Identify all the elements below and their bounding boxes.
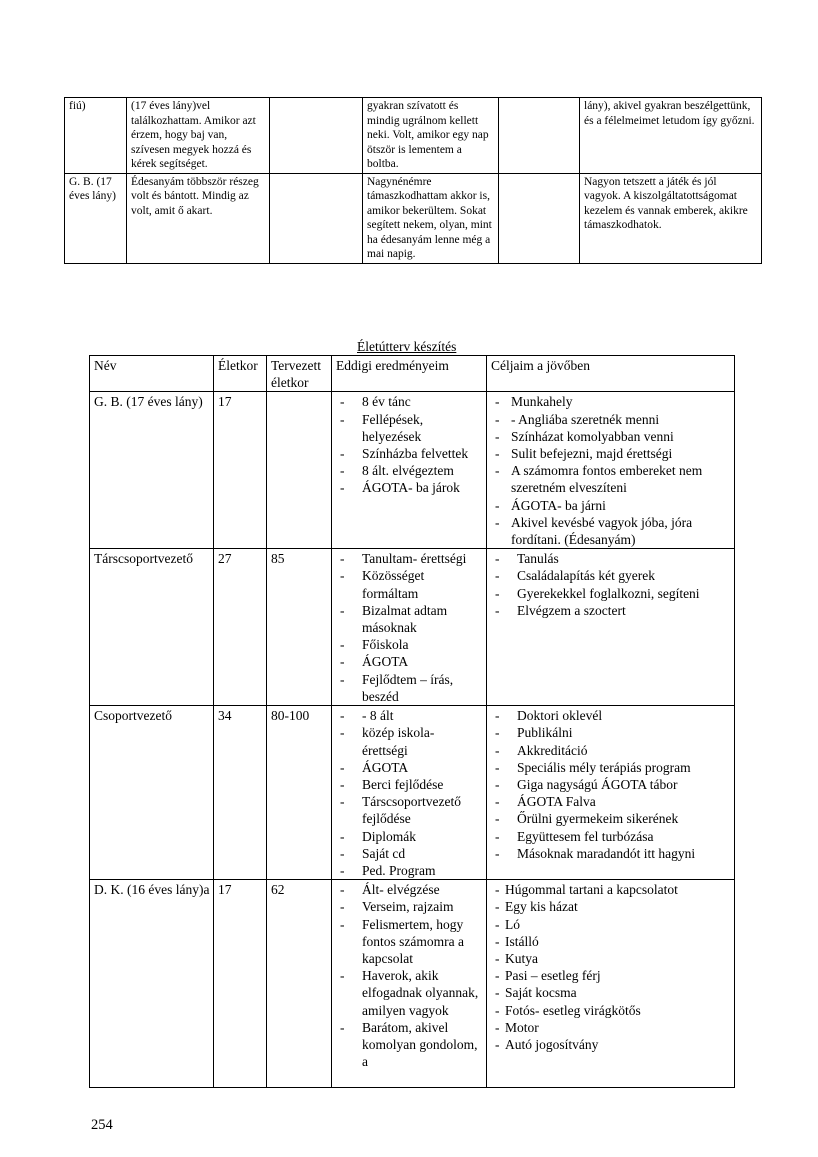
list-item: - Fellépések, helyezések <box>336 411 483 445</box>
results-list <box>336 393 483 496</box>
list-item: - Pasi – esetleg férj <box>491 967 731 984</box>
goals-cell <box>487 880 735 1088</box>
table-cell: Édesanyám többször részeg volt és bántott. Mindig az volt, amit ő akart. <box>127 173 270 263</box>
list-item: - Családalapítás két gyerek <box>491 567 731 584</box>
table-cell: gyakran szívatott és mindig ugrálnom kellett neki. Volt, amikor egy nap ötször is lementem a boltba. <box>363 98 499 174</box>
list-item: - Ló <box>491 916 731 933</box>
page-number: 254 <box>91 1117 113 1133</box>
list-item: - Doktori oklevél <box>491 707 731 724</box>
list-item: - Gyerekekkel foglalkozni, segíteni <box>491 585 731 602</box>
row-name: Társcsoportvezető <box>90 549 214 706</box>
header-goals: Céljaim a jövőben <box>487 356 735 392</box>
list-item: - Közösséget formáltam <box>336 567 483 601</box>
list-item: - ÁGOTA Falva <box>491 793 731 810</box>
list-item: - Főiskola <box>336 636 483 653</box>
list-item: - Színházba felvettek <box>336 445 483 462</box>
row-planned-age: 85 <box>267 549 332 706</box>
list-item: - ÁGOTA <box>336 653 483 670</box>
table-cell <box>499 98 580 174</box>
list-item: - Motor <box>491 1019 731 1036</box>
list-item: - Elvégzem a szoctert <box>491 602 731 619</box>
list-item: - A számomra fontos embereket nem szeretném elveszíteni <box>491 462 731 496</box>
list-item: - Tanulás <box>491 550 731 567</box>
row-age: 27 <box>214 549 267 706</box>
header-results: Eddigi eredményeim <box>332 356 487 392</box>
table-row <box>90 392 735 549</box>
goals-list <box>491 550 731 619</box>
list-item: - Haverok, akik elfogadnak olyannak, amilyen vagyok <box>336 967 483 1019</box>
row-age: 17 <box>214 392 267 549</box>
table-cell: Nagynénémre támaszkodhattam akkor is, amikor bekerültem. Sokat segített nekem, olyan, mint ha édesanyám lenne még a mai napig. <box>363 173 499 263</box>
results-list <box>336 707 483 879</box>
goals-cell <box>487 706 735 880</box>
list-item: - Tanultam- érettségi <box>336 550 483 567</box>
row-age: 17 <box>214 880 267 1088</box>
results-cell <box>332 392 487 549</box>
list-item: - Felismertem, hogy fontos számomra a kapcsolat <box>336 916 483 968</box>
list-item: - ÁGOTA <box>336 759 483 776</box>
results-cell <box>332 549 487 706</box>
list-item: - Saját kocsma <box>491 984 731 1001</box>
table-row <box>65 173 762 263</box>
list-item: - Verseim, rajzaim <box>336 898 483 915</box>
list-item: - Húgommal tartani a kapcsolatot <box>491 881 731 898</box>
life-plan-table <box>89 355 735 1088</box>
table-row <box>90 880 735 1088</box>
list-item: - ÁGOTA- ba járni <box>491 497 731 514</box>
list-item: - Kutya <box>491 950 731 967</box>
list-item: - Ped. Program <box>336 862 483 879</box>
list-item: - Egy kis házat <box>491 898 731 915</box>
table-row <box>90 549 735 706</box>
list-item: - Bizalmat adtam másoknak <box>336 602 483 636</box>
row-planned-age: 62 <box>267 880 332 1088</box>
list-item: - 8 év tánc <box>336 393 483 410</box>
goals-cell <box>487 392 735 549</box>
list-item: - Akkreditáció <box>491 742 731 759</box>
row-planned-age <box>267 392 332 549</box>
goals-list <box>491 393 731 548</box>
table-cell <box>270 173 363 263</box>
results-list <box>336 550 483 705</box>
table-cell: (17 éves lány)vel találkozhattam. Amikor azt érzem, hogy baj van, szívesen megyek hozzá és kérek segítséget. <box>127 98 270 174</box>
list-item: - Színházat komolyabban venni <box>491 428 731 445</box>
row-name: D. K. (16 éves lány)a <box>90 880 214 1088</box>
list-item: - Munkahely <box>491 393 731 410</box>
table-cell: fiú) <box>65 98 127 174</box>
row-name: Csoportvezető <box>90 706 214 880</box>
header-planned-age: Tervezett életkor <box>267 356 332 392</box>
list-item: - - Angliába szeretnék menni <box>491 411 731 428</box>
list-item: - Diplomák <box>336 828 483 845</box>
list-item: - Társcsoportvezető fejlődése <box>336 793 483 827</box>
table-caption: Életútterv készítés <box>357 339 457 354</box>
goals-list <box>491 881 731 1053</box>
list-item: - Akivel kevésbé vagyok jóba, jóra fordítani. (Édesanyám) <box>491 514 731 548</box>
header-name: Név <box>90 356 214 392</box>
table-cell <box>499 173 580 263</box>
table-cell: Nagyon tetszett a játék és jól vagyok. A kiszolgáltatottságomat kezelem és vannak emberek, akikre támaszkodhatok. <box>580 173 762 263</box>
list-item: - Giga nagyságú ÁGOTA tábor <box>491 776 731 793</box>
list-item: - - 8 ált <box>336 707 483 724</box>
list-item: - Istálló <box>491 933 731 950</box>
list-item: - Sulit befejezni, majd érettségi <box>491 445 731 462</box>
results-cell <box>332 706 487 880</box>
results-list <box>336 881 483 1070</box>
list-item: - Ált- elvégzése <box>336 881 483 898</box>
row-planned-age: 80-100 <box>267 706 332 880</box>
list-item: - Berci fejlődése <box>336 776 483 793</box>
list-item: - Barátom, akivel komolyan gondolom, a <box>336 1019 483 1071</box>
list-item: - Együttesem fel turbózása <box>491 828 731 845</box>
goals-cell <box>487 549 735 706</box>
table-cell: G. B. (17 éves lány) <box>65 173 127 263</box>
header-row <box>90 356 735 392</box>
list-item: - ÁGOTA- ba járok <box>336 479 483 496</box>
list-item: - Publikálni <box>491 724 731 741</box>
list-item: - Saját cd <box>336 845 483 862</box>
goals-list <box>491 707 731 862</box>
row-name: G. B. (17 éves lány) <box>90 392 214 549</box>
list-item: - 8 ált. elvégeztem <box>336 462 483 479</box>
list-item: - Fejlődtem – írás, beszéd <box>336 671 483 705</box>
results-cell <box>332 880 487 1088</box>
header-age: Életkor <box>214 356 267 392</box>
table-cell <box>270 98 363 174</box>
list-item: - Másoknak maradandót itt hagyni <box>491 845 731 862</box>
table-row <box>65 98 762 174</box>
table-cell: lány), akivel gyakran beszélgettünk, és a félelmeimet letudom így győzni. <box>580 98 762 174</box>
top-table <box>64 97 762 264</box>
list-item: - Speciális mély terápiás program <box>491 759 731 776</box>
list-item: - Őrülni gyermekeim sikerének <box>491 810 731 827</box>
list-item: - Autó jogosítvány <box>491 1036 731 1053</box>
list-item: - Fotós- esetleg virágkötős <box>491 1002 731 1019</box>
table-row <box>90 706 735 880</box>
row-age: 34 <box>214 706 267 880</box>
list-item: - közép iskola- érettségi <box>336 724 483 758</box>
